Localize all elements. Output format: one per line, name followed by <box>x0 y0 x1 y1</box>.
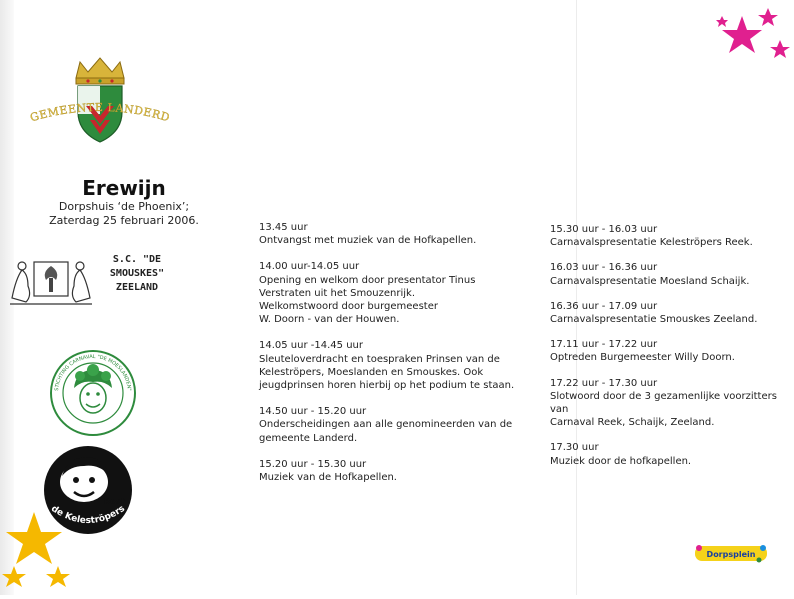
schedule-entry <box>550 300 790 326</box>
schedule-time: 16.03 uur - 16.36 uur <box>550 262 658 274</box>
schedule-entry <box>259 260 549 326</box>
smouskes-name-line2: ZEELAND <box>115 282 159 293</box>
schedule-time: 17.11 uur - 17.22 uur <box>550 339 658 351</box>
schedule-column-1 <box>259 221 549 497</box>
schedule-time: 17.30 uur <box>550 442 599 454</box>
schedule-time: 16.36 uur - 17.09 uur <box>550 300 658 312</box>
schedule-time: 17.22 uur - 17.30 uur <box>550 377 658 389</box>
schedule-description: Slotwoord door de 3 gezamenlijke voorzitters van Carnaval Reek, Schaijk, Zeeland. <box>550 390 777 429</box>
schedule-entry <box>550 441 790 467</box>
schedule-entry <box>259 339 549 392</box>
schedule-time: 13.45 uur <box>259 222 308 233</box>
schedule-column-2 <box>550 223 790 480</box>
municipality-name: GEMEENTE LANDERD <box>28 100 172 125</box>
schedule-description: Optreden Burgemeester Willy Doorn. <box>550 352 735 364</box>
gold-stars-icon <box>0 508 90 595</box>
smouskes-emblem-icon <box>6 248 96 310</box>
schedule-description: Ontvangst met muziek van de Hofkapellen. <box>259 235 477 247</box>
schedule-description: Carnavalspresentatie Smouskes Zeeland. <box>550 314 758 326</box>
schedule-description: Muziek van de Hofkapellen. <box>259 472 397 484</box>
magenta-stars-icon <box>712 6 794 68</box>
schedule-description: Muziek door de hofkapellen. <box>550 455 692 467</box>
site-logo-icon <box>693 542 769 564</box>
event-header <box>44 176 204 228</box>
schedule-time: 15.30 uur - 16.03 uur <box>550 224 658 235</box>
schedule-time: 14.50 uur - 15.20 uur <box>259 406 367 418</box>
stars-bottom-left <box>0 508 90 595</box>
smouskes-name <box>92 253 182 295</box>
moeslanden-logo <box>46 346 140 440</box>
schedule-description: Carnavalspresentatie Moesland Schaijk. <box>550 275 750 287</box>
schedule-entry <box>550 223 790 249</box>
event-venue: Dorpshuis ‘de Phoenix’; <box>58 200 190 213</box>
municipality-name-arc <box>20 54 180 154</box>
schedule-entry <box>259 405 549 445</box>
moeslanden-name: STICHTING CARNAVAL "DE MOESLANDEN" <box>54 353 132 392</box>
svg-text:GEMEENTE LANDERD <box>29 101 172 124</box>
schedule-time: 14.00 uur-14.05 uur <box>259 261 360 273</box>
schedule-entry <box>259 458 549 484</box>
schedule-description: Opening en welkom door presentator Tinus Verstraten uit het Smouzenrijk. Welkomstwoord door burgemeester W. Doorn - van der Houwen. <box>259 274 476 326</box>
event-title: Erewijn <box>82 176 166 200</box>
event-date: Zaterdag 25 februari 2006. <box>49 214 199 227</box>
schedule-time: 15.20 uur - 15.30 uur <box>259 458 367 470</box>
schedule-entry <box>550 261 790 287</box>
schedule-entry <box>550 377 790 430</box>
schedule-time: 14.05 uur -14.45 uur <box>259 340 363 352</box>
moeslanden-emblem-icon <box>46 346 140 440</box>
schedule-entry <box>259 221 549 247</box>
schedule-description: Sleuteloverdracht en toespraken Prinsen van de Keleströpers, Moeslanden en Smouskes. Ook jeugdprinsen horen hierbij op het podium te staan. <box>259 353 515 392</box>
reek-label: Reek <box>104 497 127 506</box>
schedule-description: Carnavalspresentatie Keleströpers Reek. <box>550 237 753 249</box>
kelestropers-label: de Keleströpers <box>49 503 127 527</box>
corner-site-logo <box>693 542 769 564</box>
schedule-description: Onderscheidingen aan alle genomineerden van de gemeente Landerd. <box>259 419 513 444</box>
smouskes-name-line1: S.C. "DE SMOUSKES" <box>109 254 165 279</box>
stars-top-right <box>712 6 794 68</box>
site-logo-text: Dorpsplein <box>706 550 756 559</box>
municipality-crest <box>20 54 180 154</box>
schedule-entry <box>550 338 790 364</box>
